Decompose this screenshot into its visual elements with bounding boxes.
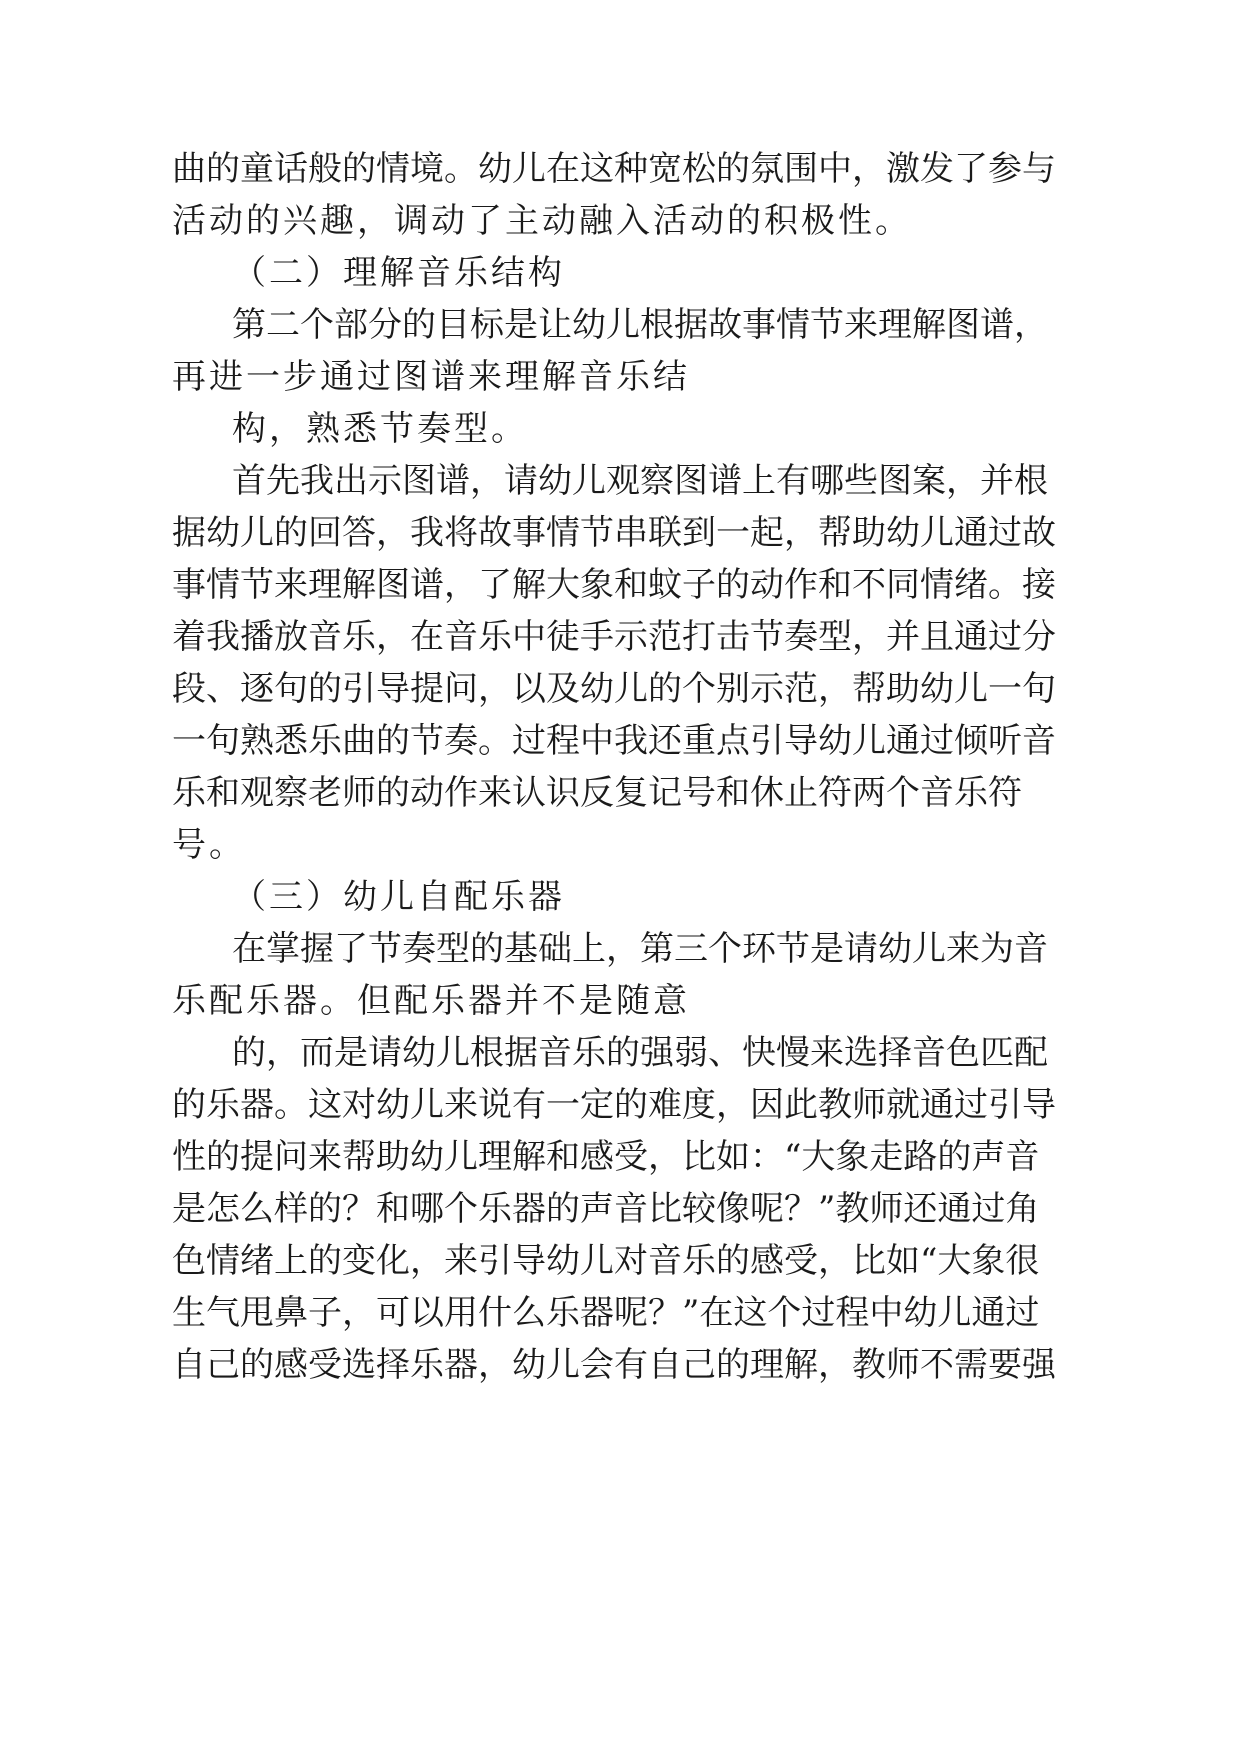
text-line: 色情绪上的变化，来引导幼儿对音乐的感受，比如“大象很 bbox=[172, 1241, 1040, 1281]
text-line: 再进一步通过图谱来理解音乐结 bbox=[172, 357, 690, 397]
text-line: 自己的感受选择乐器，幼儿会有自己的理解，教师不需要强 bbox=[172, 1345, 1056, 1385]
text-line: 在掌握了节奏型的基础上，第三个环节是请幼儿来为音 bbox=[232, 929, 1048, 969]
text-line: 一句熟悉乐曲的节奏。过程中我还重点引导幼儿通过倾听音 bbox=[172, 721, 1056, 761]
text-line: 生气甩鼻子，可以用什么乐器呢？”在这个过程中幼儿通过 bbox=[172, 1293, 1040, 1333]
text-line: 是怎么样的？和哪个乐器的声音比较像呢？”教师还通过角 bbox=[172, 1189, 1040, 1229]
text-line: 段、逐句的引导提问，以及幼儿的个别示范，帮助幼儿一句 bbox=[172, 669, 1056, 709]
section-heading: （二）理解音乐结构 bbox=[232, 253, 565, 293]
text-line: 着我播放音乐，在音乐中徒手示范打击节奏型，并且通过分 bbox=[172, 617, 1056, 657]
text-line: 事情节来理解图谱，了解大象和蚊子的动作和不同情绪。接 bbox=[172, 565, 1056, 605]
text-line: 的，而是请幼儿根据音乐的强弱、快慢来选择音色匹配 bbox=[232, 1033, 1048, 1073]
text-line: 活动的兴趣，调动了主动融入活动的积极性。 bbox=[172, 201, 912, 241]
text-line: 乐和观察老师的动作来认识反复记号和休止符两个音乐符 bbox=[172, 773, 1022, 813]
text-line: 的乐器。这对幼儿来说有一定的难度，因此教师就通过引导 bbox=[172, 1085, 1056, 1125]
text-line: 乐配乐器。但配乐器并不是随意 bbox=[172, 981, 690, 1021]
text-line: 号。 bbox=[172, 825, 246, 865]
text-line: 据幼儿的回答，我将故事情节串联到一起，帮助幼儿通过故 bbox=[172, 513, 1056, 553]
text-line: 曲的童话般的情境。幼儿在这种宽松的氛围中，激发了参与 bbox=[172, 149, 1056, 189]
text-line: 构，熟悉节奏型。 bbox=[232, 409, 528, 449]
text-line: 性的提问来帮助幼儿理解和感受，比如：“大象走路的声音 bbox=[172, 1137, 1040, 1177]
text-line: 第二个部分的目标是让幼儿根据故事情节来理解图谱， bbox=[232, 305, 1048, 345]
text-line: 首先我出示图谱，请幼儿观察图谱上有哪些图案，并根 bbox=[232, 461, 1048, 501]
section-heading: （三）幼儿自配乐器 bbox=[232, 877, 565, 917]
